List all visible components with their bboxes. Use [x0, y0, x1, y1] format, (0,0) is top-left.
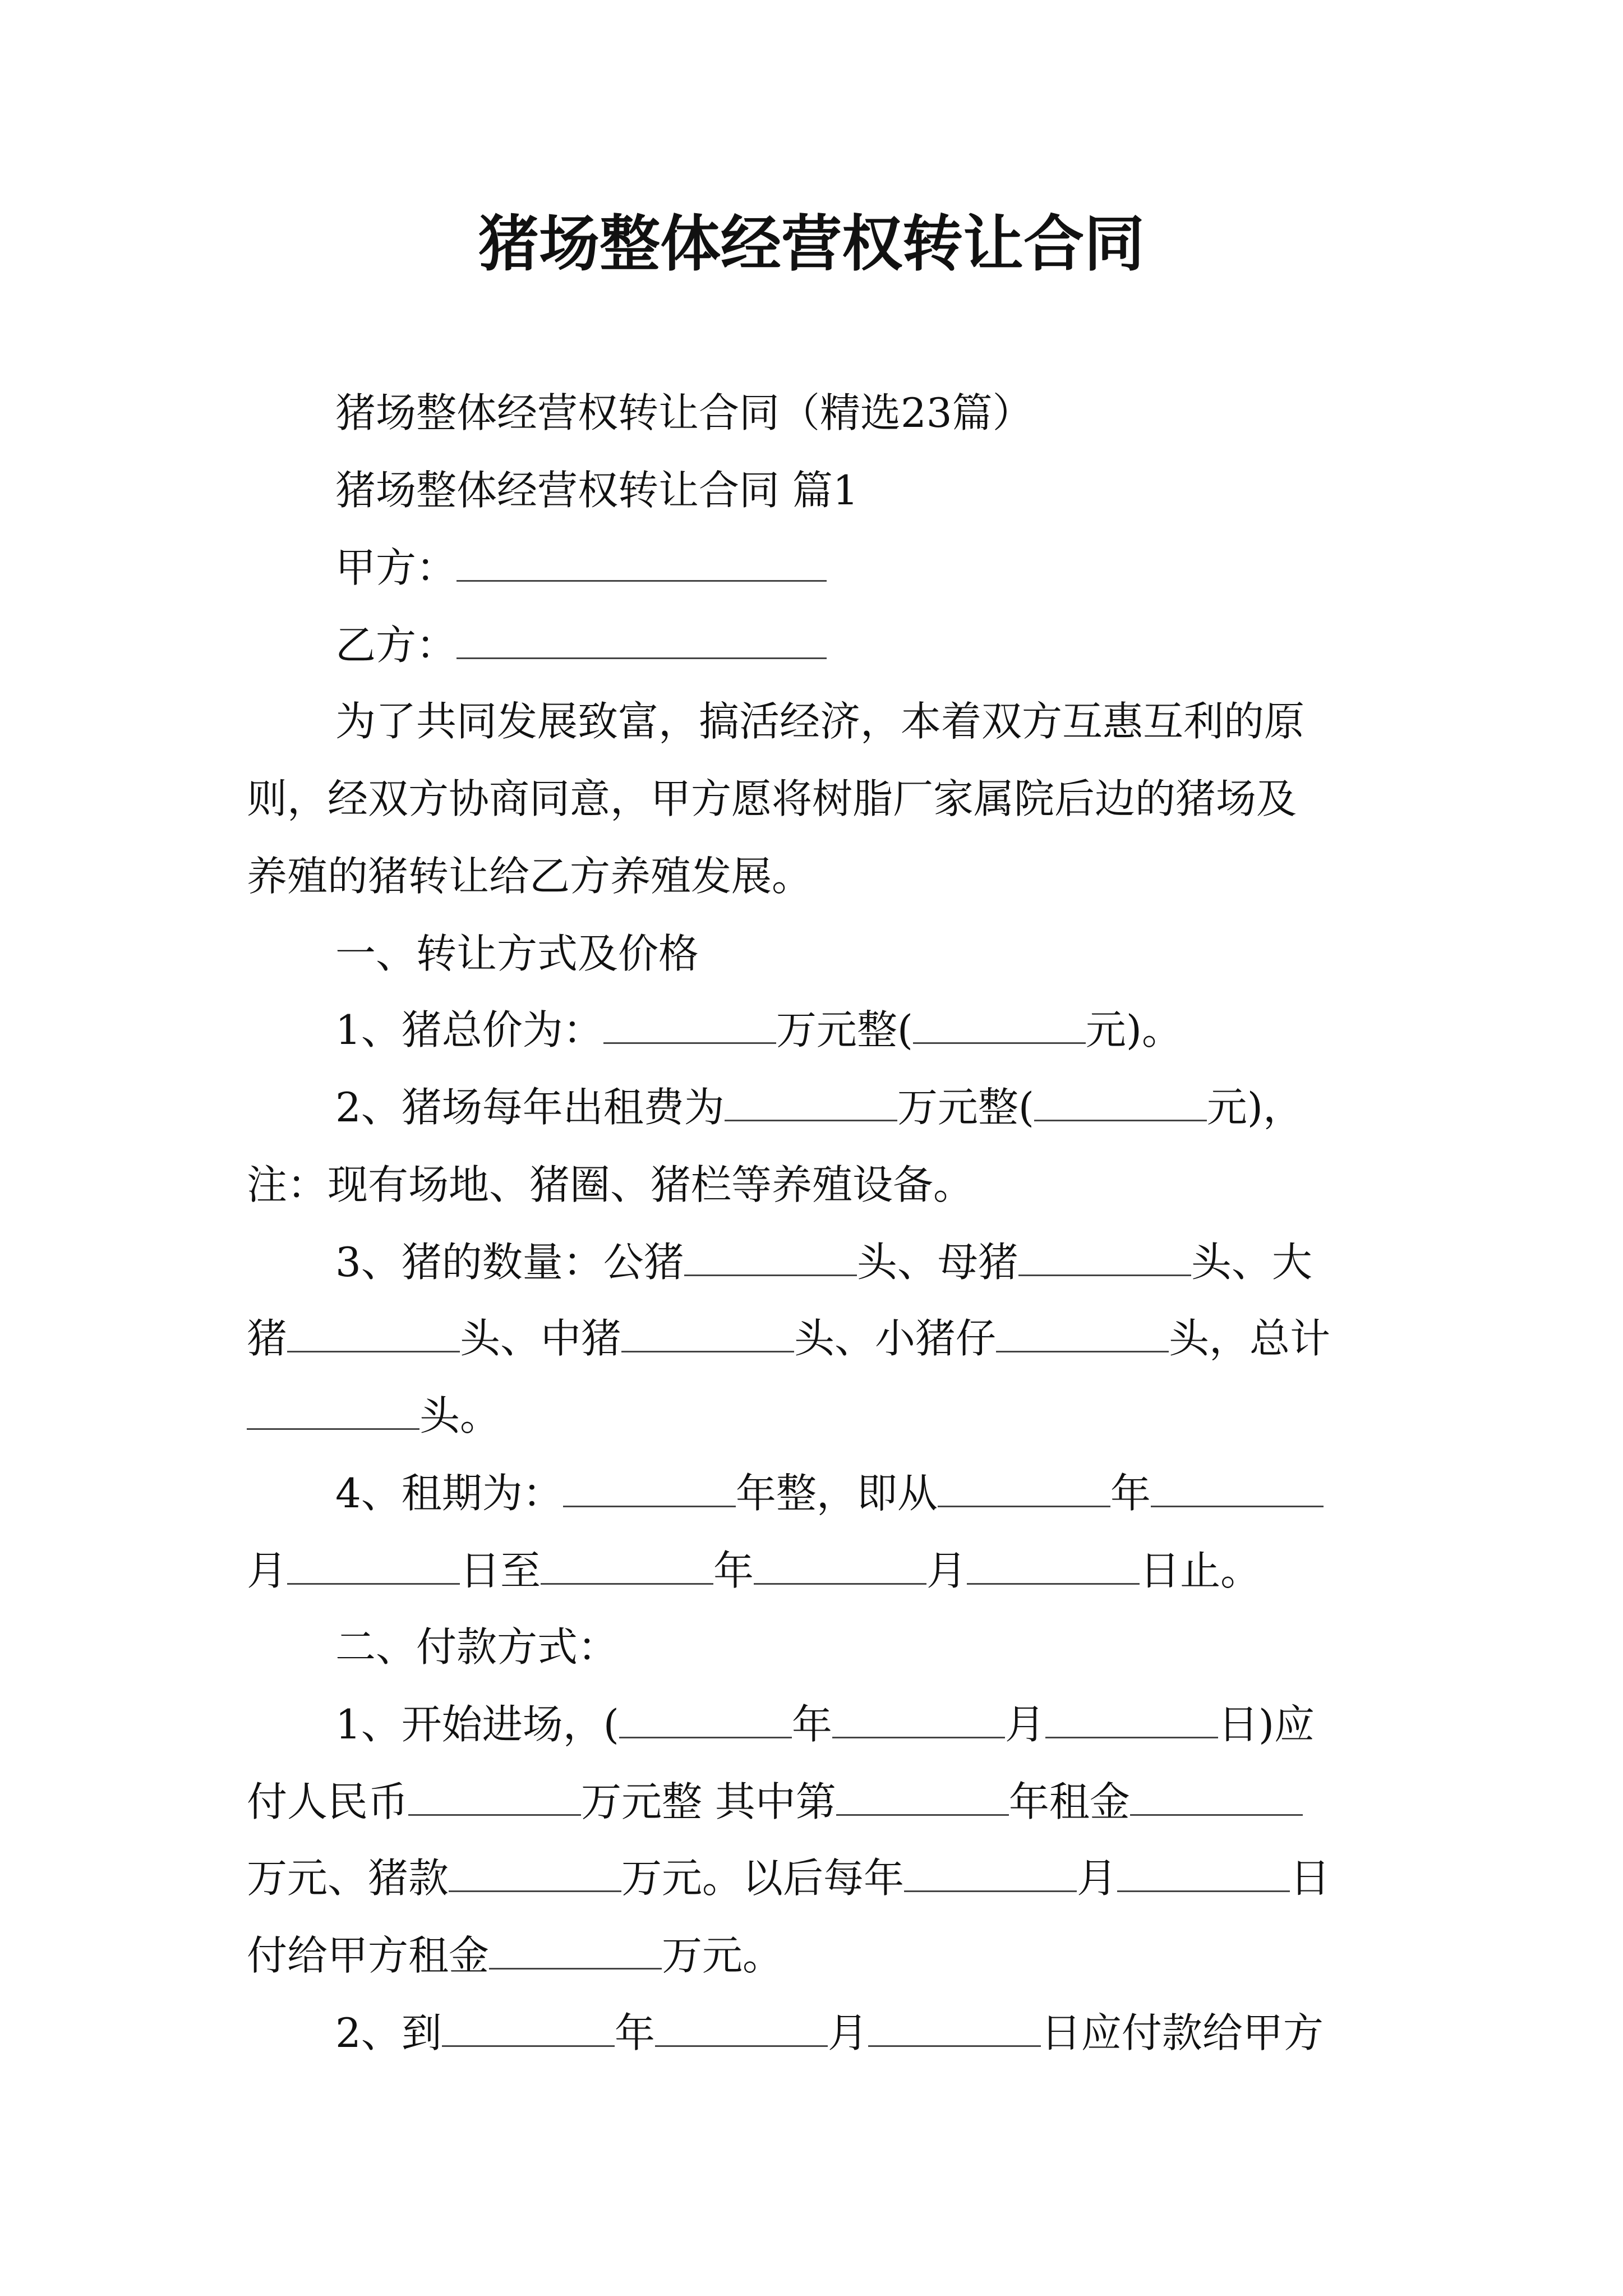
document-subtitle: 猪场整体经营权转让合同（精选23篇） — [335, 389, 1033, 436]
blank — [725, 1086, 897, 1121]
text: 2、猪场每年出租费为 — [335, 1084, 725, 1131]
item-pig-count-2 — [247, 1310, 1330, 1366]
blank — [868, 2012, 1041, 2047]
blank — [457, 546, 827, 582]
blank — [996, 1317, 1169, 1352]
item-lease-term-2 — [247, 1543, 1261, 1599]
text: 万元整 其中第 — [581, 1778, 836, 1825]
blank — [1034, 1086, 1207, 1121]
blank — [457, 624, 827, 659]
item-payment-1c — [247, 1850, 1330, 1906]
text: 头、母猪 — [856, 1239, 1018, 1286]
blank — [1130, 1780, 1303, 1816]
text: 日 — [1290, 1855, 1331, 1902]
text: 1、开始进场，( — [335, 1701, 619, 1748]
blank — [563, 1472, 736, 1507]
text: 年 — [1110, 1470, 1151, 1517]
text: 月 — [1004, 1701, 1045, 1748]
blank — [754, 1549, 926, 1585]
blank — [619, 1703, 792, 1738]
text: 2、到 — [335, 2009, 442, 2056]
blank — [247, 1395, 419, 1430]
text: 万元整( — [776, 1006, 913, 1053]
blank — [449, 1857, 621, 1892]
item-payment-2 — [335, 2005, 1324, 2061]
text: 万元。以后每年 — [621, 1855, 905, 1902]
text: 付给甲方租金 — [247, 1932, 490, 1979]
item-pig-count-3 — [247, 1388, 500, 1444]
party-a-line — [335, 540, 827, 596]
text: 年租金 — [1008, 1778, 1130, 1825]
text: 4、租期为： — [335, 1470, 563, 1517]
text: 3、猪的数量：公猪 — [335, 1239, 684, 1286]
intro-line-3: 养殖的猪转让给乙方养殖发展。 — [247, 853, 813, 900]
heading-payment-method: 二、付款方式： — [335, 1623, 619, 1671]
text: 猪 — [247, 1315, 288, 1362]
item-lease-term-1 — [335, 1465, 1324, 1521]
text: 月 — [1077, 1855, 1118, 1902]
item-payment-1d — [247, 1927, 783, 1984]
text: 年整，即从 — [735, 1470, 938, 1517]
text: 元)。 — [1085, 1006, 1182, 1053]
blank — [621, 1317, 794, 1352]
text: 付人民币 — [247, 1778, 409, 1825]
text: 年 — [614, 2009, 655, 2056]
text: 万元整( — [897, 1084, 1034, 1131]
heading-transfer-method: 一、转让方式及价格 — [335, 930, 699, 977]
blank — [603, 1009, 776, 1044]
text: 月 — [926, 1547, 967, 1594]
text: 头、小猪仔 — [794, 1315, 997, 1362]
blank — [1151, 1472, 1324, 1507]
text: 头。 — [419, 1392, 501, 1439]
intro-line-2: 则，经双方协商同意，甲方愿将树脂厂家属院后边的猪场及 — [247, 775, 1297, 822]
text: 月 — [247, 1547, 288, 1594]
text: 日应付款给甲方 — [1040, 2009, 1324, 2056]
party-b-line — [335, 617, 827, 673]
blank — [489, 1934, 662, 1970]
blank — [541, 1549, 713, 1585]
blank — [1018, 1241, 1191, 1276]
blank — [836, 1780, 1009, 1816]
text: 1、猪总价为： — [335, 1006, 603, 1053]
text: 头，总计 — [1169, 1315, 1331, 1362]
blank — [1045, 1703, 1218, 1738]
blank — [408, 1780, 581, 1816]
party-a-label: 甲方： — [335, 544, 457, 591]
text: 日止。 — [1140, 1547, 1261, 1594]
blank — [938, 1472, 1110, 1507]
blank — [287, 1549, 460, 1585]
text: 月 — [827, 2009, 868, 2056]
blank — [287, 1317, 460, 1352]
text: 日至 — [460, 1547, 541, 1594]
item-pig-count-1 — [335, 1234, 1312, 1290]
item-annual-rent — [335, 1079, 1303, 1135]
blank — [832, 1703, 1005, 1738]
text: 头、大 — [1191, 1239, 1312, 1286]
item-payment-1b — [247, 1774, 1303, 1830]
intro-line-1: 为了共同发展致富，搞活经济，本着双方互惠互利的原 — [335, 698, 1305, 745]
blank — [655, 2012, 828, 2047]
blank — [684, 1241, 857, 1276]
party-b-label: 乙方： — [335, 622, 457, 669]
text: 万元、猪款 — [247, 1855, 449, 1902]
blank — [967, 1549, 1140, 1585]
text: 年 — [713, 1547, 754, 1594]
blank — [913, 1009, 1086, 1044]
text: 年 — [791, 1701, 832, 1748]
item-total-price — [335, 1002, 1182, 1058]
text: 万元。 — [662, 1932, 783, 1979]
item-annual-rent-note: 注：现有场地、猪圈、猪栏等养殖设备。 — [247, 1161, 974, 1208]
section-heading: 猪场整体经营权转让合同 篇1 — [335, 467, 859, 514]
text: 日)应 — [1218, 1701, 1315, 1748]
blank — [442, 2012, 615, 2047]
document-title: 猪场整体经营权转让合同 — [478, 209, 1145, 279]
text: 元)， — [1206, 1084, 1303, 1131]
text: 头、中猪 — [460, 1315, 622, 1362]
item-payment-1a — [335, 1696, 1315, 1752]
blank — [1117, 1857, 1290, 1892]
blank — [904, 1857, 1077, 1892]
